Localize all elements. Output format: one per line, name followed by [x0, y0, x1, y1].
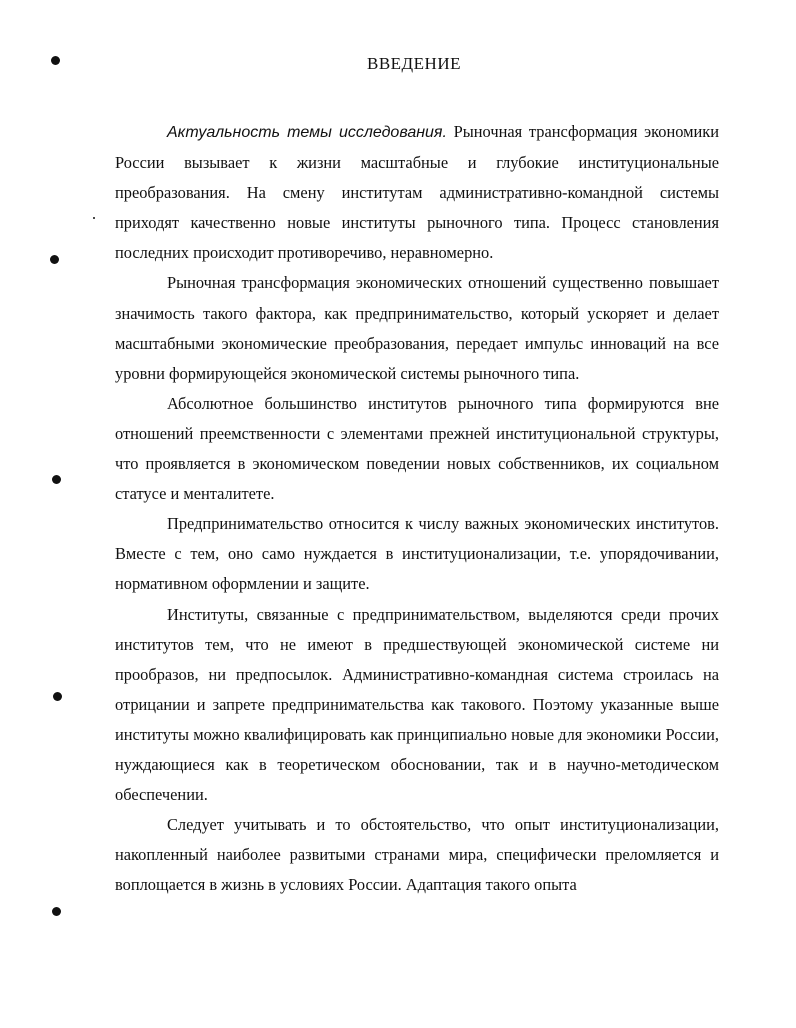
paragraph: [115, 810, 719, 900]
paragraph-text: Рыночная трансформация экономики России вызывает к жизни масштабные и глубокие институциональные преобразования. На смену институтам административно-командной системы приходят качественно новые институты рыночного типа. Процесс становления последних происходит противоречиво, неравномерно.: [115, 122, 719, 263]
paragraph-text: Следует учитывать и то обстоятельство, что опыт институционализации, накопленный наиболее развитыми странами мира, специфически преломляется и воплощается в жизнь в условиях России. Адаптация такого опыта: [115, 815, 719, 895]
paragraph: [115, 268, 719, 388]
binder-hole-mark: [53, 692, 62, 701]
paragraph-text: Институты, связанные с предпринимательством, выделяются среди прочих институтов тем, что не имеют в предшествующей экономической системе ни прообразов, ни предпосылок. Административно-командная система строилась на отрицании и запрете предпринимательства как такового. Поэтому указанные выше институты можно квалифицировать как принципиально новые для экономики России, нуждающиеся как в теоретическом обосновании, так и в научно-методическом обеспечении.: [115, 604, 719, 805]
binder-hole-mark: [52, 907, 61, 916]
paragraph: [115, 509, 719, 599]
paragraph: [115, 117, 719, 268]
paragraph-lead: Актуальность темы исследования.: [167, 124, 447, 141]
paragraph-text: Абсолютное большинство институтов рыночного типа формируются вне отношений преемственности с элементами прежней институциональной структуры, что проявляется в экономическом поведении новых собственников, их социальном статусе и менталитете.: [115, 393, 719, 504]
binder-hole-mark: [50, 255, 59, 264]
paragraph-text: Предпринимательство относится к числу важных экономических институтов. Вместе с тем, оно само нуждается в институционализации, т.е. упорядочивании, нормативном оформлении и защите.: [115, 514, 719, 594]
paragraph-text: Рыночная трансформация экономических отношений существенно повышает значимость такого фактора, как предпринимательство, который ускоряет и делает масштабными экономические преобразования, передает импульс инноваций на все уровни формирующейся экономической системы рыночного типа.: [115, 273, 719, 383]
document-body: [115, 117, 719, 900]
paragraph: [115, 389, 719, 509]
binder-hole-mark: [52, 475, 61, 484]
paragraph: [115, 600, 719, 811]
page-title: ВВЕДЕНИЕ: [367, 54, 461, 73]
scan-speck: [93, 217, 95, 219]
